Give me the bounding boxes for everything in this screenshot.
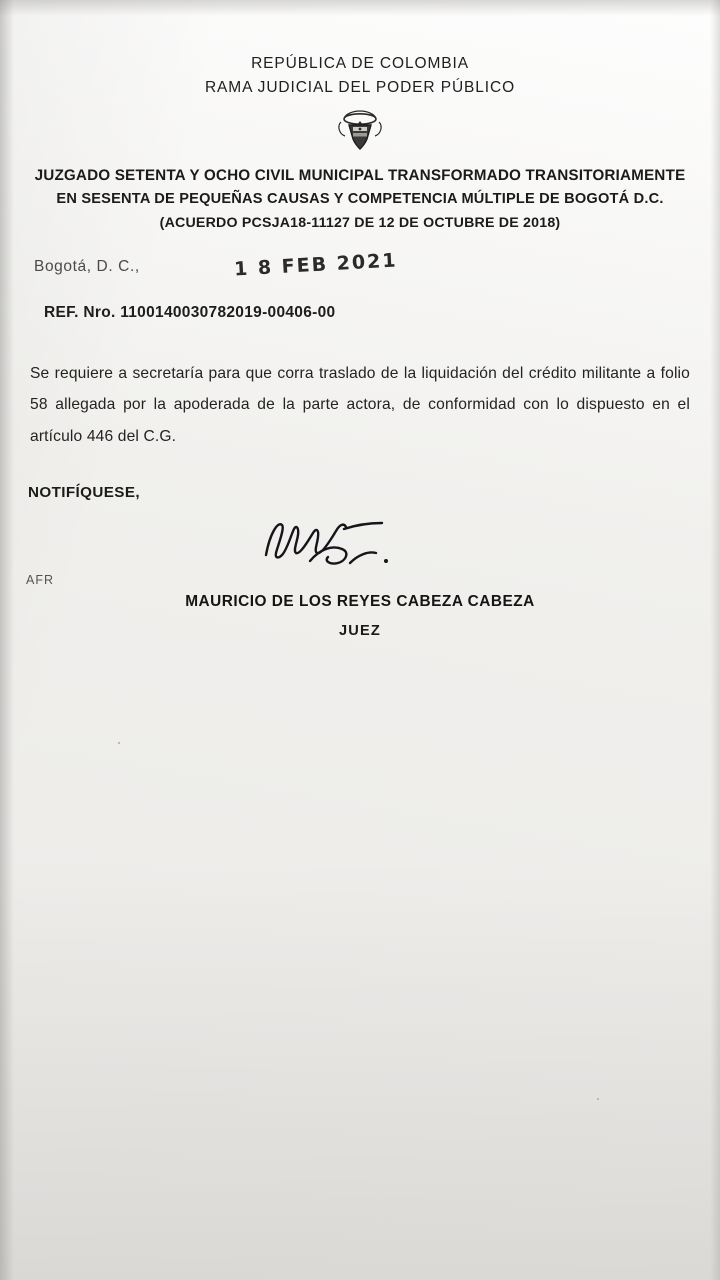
court-title-line-2: EN SESENTA DE PEQUEÑAS CAUSAS Y COMPETENCIA MÚLTIPLE DE BOGOTÁ D.C. xyxy=(56,190,664,207)
document-header xyxy=(0,52,720,154)
date-stamp: 1 8 FEB 2021 xyxy=(233,249,399,281)
document-body-paragraph: Se requiere a secretaría para que corra traslado de la liquidación del crédito militante a folio 58 allegada por la apoderada de la parte actora, de conformidad con lo dispuesto en el artículo 446 del C.G. xyxy=(30,365,690,445)
judicial-branch-line: RAMA JUDICIAL DEL PODER PÚBLICO xyxy=(204,79,516,97)
document-content xyxy=(0,0,720,639)
paper-shading xyxy=(0,860,720,1280)
notify-label: NOTIFÍQUESE, xyxy=(28,483,140,501)
paper-speck xyxy=(118,742,120,744)
court-title xyxy=(34,164,686,234)
place-and-date-row xyxy=(34,249,720,288)
city-label: Bogotá, D. C., xyxy=(34,258,140,276)
judge-name: MAURICIO DE LOS REYES CABEZA CABEZA xyxy=(185,592,535,610)
handwritten-signature-icon xyxy=(258,515,408,575)
judge-role: JUEZ xyxy=(338,622,382,639)
court-title-line-1: JUZGADO SETENTA Y OCHO CIVIL MUNICIPAL TRANSFORMADO TRANSITORIAMENTE xyxy=(34,167,686,185)
paper-speck xyxy=(597,1098,599,1100)
reference-number: REF. Nro. 1100140030782019-00406-00 xyxy=(44,304,336,322)
colombia-coat-of-arms-icon xyxy=(333,106,387,154)
court-title-line-3: (ACUERDO PCSJA18-11127 DE 12 DE OCTUBRE DE 2018) xyxy=(159,215,561,232)
signature-area xyxy=(0,511,720,597)
republic-line: REPÚBLICA DE COLOMBIA xyxy=(251,55,469,72)
clerk-initials: AFR xyxy=(26,572,54,587)
